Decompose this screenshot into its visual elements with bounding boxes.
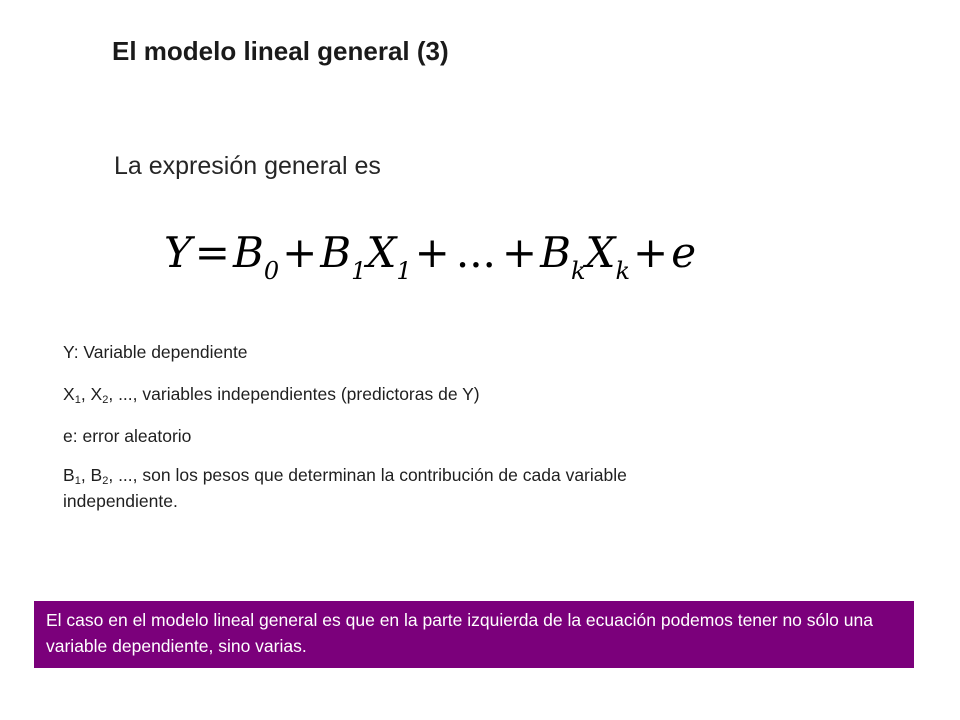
eq-error: e bbox=[671, 228, 697, 277]
definition-x-sub-2: 2 bbox=[102, 394, 109, 406]
eq-b0-sub: 0 bbox=[263, 257, 280, 285]
eq-x1-sub: 1 bbox=[396, 257, 412, 285]
eq-xk: X bbox=[585, 228, 616, 277]
eq-plus-1: + bbox=[282, 228, 318, 277]
eq-plus-4: + bbox=[632, 228, 669, 277]
definition-b-text: , ..., son los pesos que determinan la contribución de cada variable independiente. bbox=[63, 465, 627, 511]
definition-b-var: B bbox=[63, 465, 75, 485]
definition-x bbox=[63, 382, 723, 406]
general-linear-model-equation bbox=[164, 228, 697, 285]
definition-b-sep: , B bbox=[80, 465, 103, 485]
eq-b0: B bbox=[232, 228, 264, 277]
slide-title: El modelo lineal general (3) bbox=[112, 36, 449, 66]
eq-bk: B bbox=[540, 228, 571, 277]
definition-x-sep: , X bbox=[80, 384, 103, 404]
definition-x-text: , ..., variables independientes (predictoras de Y) bbox=[108, 384, 480, 404]
eq-equals: = bbox=[194, 228, 230, 277]
definition-x-var: X bbox=[63, 384, 75, 404]
definition-x-sub-1: 1 bbox=[74, 394, 81, 406]
eq-xk-sub: k bbox=[615, 257, 630, 285]
eq-b1-sub: 1 bbox=[351, 257, 367, 285]
eq-bk-sub: k bbox=[570, 257, 586, 285]
variable-definitions bbox=[63, 340, 723, 532]
eq-b1: B bbox=[320, 228, 352, 277]
definition-b-sub-1: 1 bbox=[74, 475, 81, 487]
definition-e: e: error aleatorio bbox=[63, 426, 192, 446]
eq-plus-2: + bbox=[414, 228, 450, 277]
definition-b-sub-2: 2 bbox=[102, 475, 109, 487]
eq-x1: X bbox=[366, 228, 397, 277]
eq-lhs: Y bbox=[164, 228, 192, 277]
slide-subtitle: La expresión general es bbox=[114, 152, 381, 180]
highlight-note-box: El caso en el modelo lineal general es que en la parte izquierda de la ecuación podemos tener no sólo una variable dependiente, sino varias. bbox=[34, 601, 914, 668]
eq-plus-3: + bbox=[501, 228, 538, 277]
definition-y: Y: Variable dependiente bbox=[63, 342, 248, 362]
eq-dots: ... bbox=[455, 228, 496, 277]
definition-b bbox=[63, 462, 723, 514]
